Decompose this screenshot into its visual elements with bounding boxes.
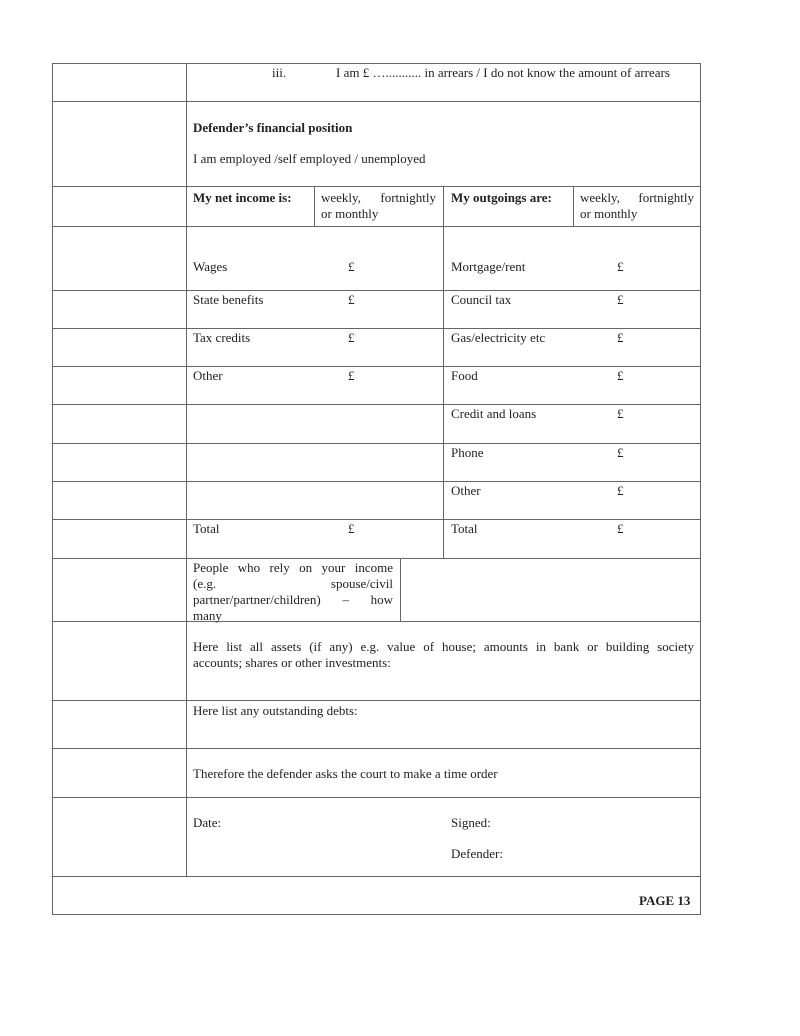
- outgoing-gas-electricity-label: Gas/electricity etc: [451, 330, 546, 345]
- currency-symbol: £: [348, 259, 355, 274]
- outgoing-total-label: Total: [451, 521, 478, 536]
- row-line: [52, 519, 701, 520]
- income-period-line2: or monthly: [321, 206, 379, 221]
- arrears-numeral: iii.: [272, 65, 287, 80]
- assets-instructions-line2: accounts; shares or other investments:: [193, 655, 391, 670]
- row-line: [52, 226, 701, 227]
- row-line: [52, 404, 701, 405]
- row-line: [52, 101, 701, 102]
- income-tax-credits-label: Tax credits: [193, 330, 251, 345]
- outgoing-credit-loans-label: Credit and loans: [451, 406, 537, 421]
- row-line: [52, 797, 701, 798]
- currency-symbol: £: [617, 368, 624, 383]
- outgoing-council-tax-label: Council tax: [451, 292, 512, 307]
- currency-symbol: £: [617, 259, 624, 274]
- currency-symbol: £: [617, 521, 624, 536]
- currency-symbol: £: [348, 292, 355, 307]
- dependants-divider: [400, 558, 401, 622]
- row-line: [52, 481, 701, 482]
- employment-status: I am employed /self employed / unemployed: [193, 151, 426, 166]
- signed-label: Signed:: [451, 815, 491, 830]
- currency-symbol: £: [617, 330, 624, 345]
- row-line: [52, 621, 701, 622]
- outgoings-period-line1: weekly, fortnightly: [580, 190, 694, 205]
- outgoing-food-label: Food: [451, 368, 478, 383]
- currency-symbol: £: [617, 483, 624, 498]
- row-line: [52, 748, 701, 749]
- currency-symbol: £: [617, 406, 624, 421]
- frame-bottom: [52, 914, 701, 915]
- financial-position-heading: Defender’s financial position: [193, 120, 353, 135]
- row-line: [52, 700, 701, 701]
- outgoing-phone-label: Phone: [451, 445, 484, 460]
- page-number: PAGE 13: [639, 893, 691, 908]
- row-line: [52, 290, 701, 291]
- income-period-line1: weekly, fortnightly: [321, 190, 436, 205]
- row-line: [52, 443, 701, 444]
- income-other-label: Other: [193, 368, 223, 383]
- row-line: [52, 186, 701, 187]
- row-line: [52, 366, 701, 367]
- row-line: [52, 558, 701, 559]
- row-line: [52, 328, 701, 329]
- frame-left: [52, 63, 53, 915]
- currency-symbol: £: [348, 521, 355, 536]
- frame-top: [52, 63, 701, 64]
- debts-instructions: Here list any outstanding debts:: [193, 703, 358, 718]
- arrears-statement: I am £ …........... in arrears / I do not know the amount of arrears: [336, 65, 670, 80]
- currency-symbol: £: [348, 330, 355, 345]
- frame-right: [700, 63, 701, 915]
- outgoings-period-line2: or monthly: [580, 206, 638, 221]
- dependants-line4: many: [193, 608, 222, 623]
- dependants-line3: partner/partner/children) – how: [193, 592, 393, 607]
- time-order-request: Therefore the defender asks the court to make a time order: [193, 766, 498, 781]
- outgoing-mortgage-label: Mortgage/rent: [451, 259, 526, 274]
- dependants-line2: (e.g. spouse/civil: [193, 576, 393, 591]
- income-total-label: Total: [193, 521, 220, 536]
- defender-label: Defender:: [451, 846, 503, 861]
- assets-instructions-line1: Here list all assets (if any) e.g. value of house; amounts in bank or building society: [193, 639, 694, 654]
- income-outgoings-divider: [443, 186, 444, 559]
- income-wages-label: Wages: [193, 259, 228, 274]
- row-line: [52, 876, 701, 877]
- currency-symbol: £: [617, 292, 624, 307]
- outgoings-label: My outgoings are:: [451, 190, 552, 205]
- date-label: Date:: [193, 815, 222, 830]
- currency-symbol: £: [617, 445, 624, 460]
- income-benefits-label: State benefits: [193, 292, 264, 307]
- net-income-label: My net income is:: [193, 190, 292, 205]
- currency-symbol: £: [348, 368, 355, 383]
- header-divider-outgoings-period: [573, 186, 574, 227]
- header-divider-income-period: [314, 186, 315, 227]
- outgoing-other-label: Other: [451, 483, 481, 498]
- dependants-line1: People who rely on your income: [193, 560, 393, 575]
